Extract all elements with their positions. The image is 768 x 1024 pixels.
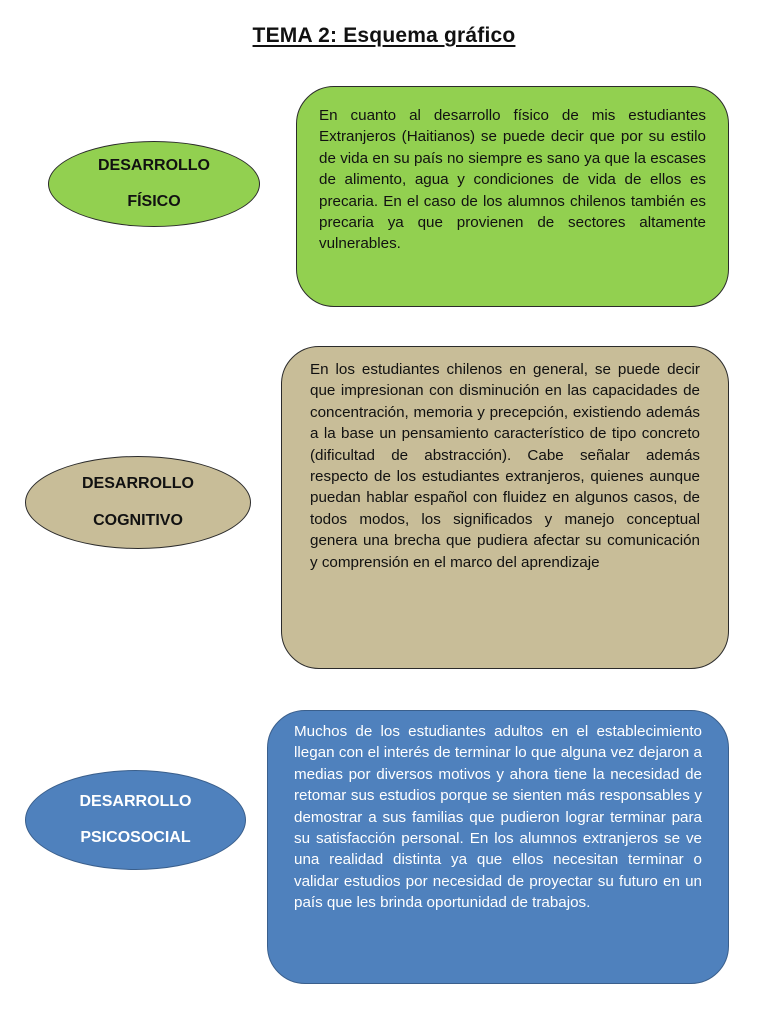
- node-label-line2: FÍSICO: [127, 193, 181, 210]
- description-box-psicosocial: [267, 710, 729, 984]
- page-title: TEMA 2: Esquema gráfico: [252, 24, 516, 47]
- node-label-line1: DESARROLLO: [82, 475, 194, 493]
- node-label-line1: DESARROLLO: [98, 156, 210, 174]
- description-box-fisico: [296, 86, 729, 307]
- description-box-cognitivo: [281, 346, 729, 669]
- node-desarrollo-psicosocial: [25, 770, 246, 870]
- description-text: Muchos de los estudiantes adultos en el establecimiento llegan con el interés de terminar lo que alguna vez dejaron a medias por diversos motivos y ahora tiene la necesidad de retomar sus estudios porque se sienten más responsables y demostrar a sus familias que pudieron lograr terminar para su satisfacción personal. En los alumnos extranjeros se ve una realidad distinta ya que ellos necesitan terminar o validar estudios por necesidad de proyectar su futuro en un país que les brinda oportunidad de trabajos.: [294, 723, 702, 912]
- description-text: En cuanto al desarrollo físico de mis estudiantes Extranjeros (Haitianos) se puede decir que por su estilo de vida en su país no siempre es sano ya que la escases de alimento, agua y condiciones de vida de ellos es precaria. En el caso de los alumnos chilenos también es precaria ya que provienen de sectores altamente vulnerables.: [319, 107, 706, 253]
- description-text: En los estudiantes chilenos en general, se puede decir que impresionan con disminución en las capacidades de concentración, memoria y precepción, existiendo además a la base un pensamiento característico de tipo concreto (dificultad de abstracción). Cabe señalar además respecto de los estudiantes extranjeros, quienes aunque puedan hablar español con fluidez en algunos casos, de todos modos, los significados y manejo conceptual genera una brecha que pudiera afectar su comunicación y comprensión en el marco del aprendizaje: [310, 361, 700, 571]
- node-label-line1: DESARROLLO: [79, 792, 192, 810]
- node-label-line2: COGNITIVO: [93, 511, 183, 529]
- node-label-line2: PSICOSOCIAL: [80, 829, 191, 846]
- node-desarrollo-fisico: [48, 141, 260, 227]
- node-desarrollo-cognitivo: [25, 456, 251, 549]
